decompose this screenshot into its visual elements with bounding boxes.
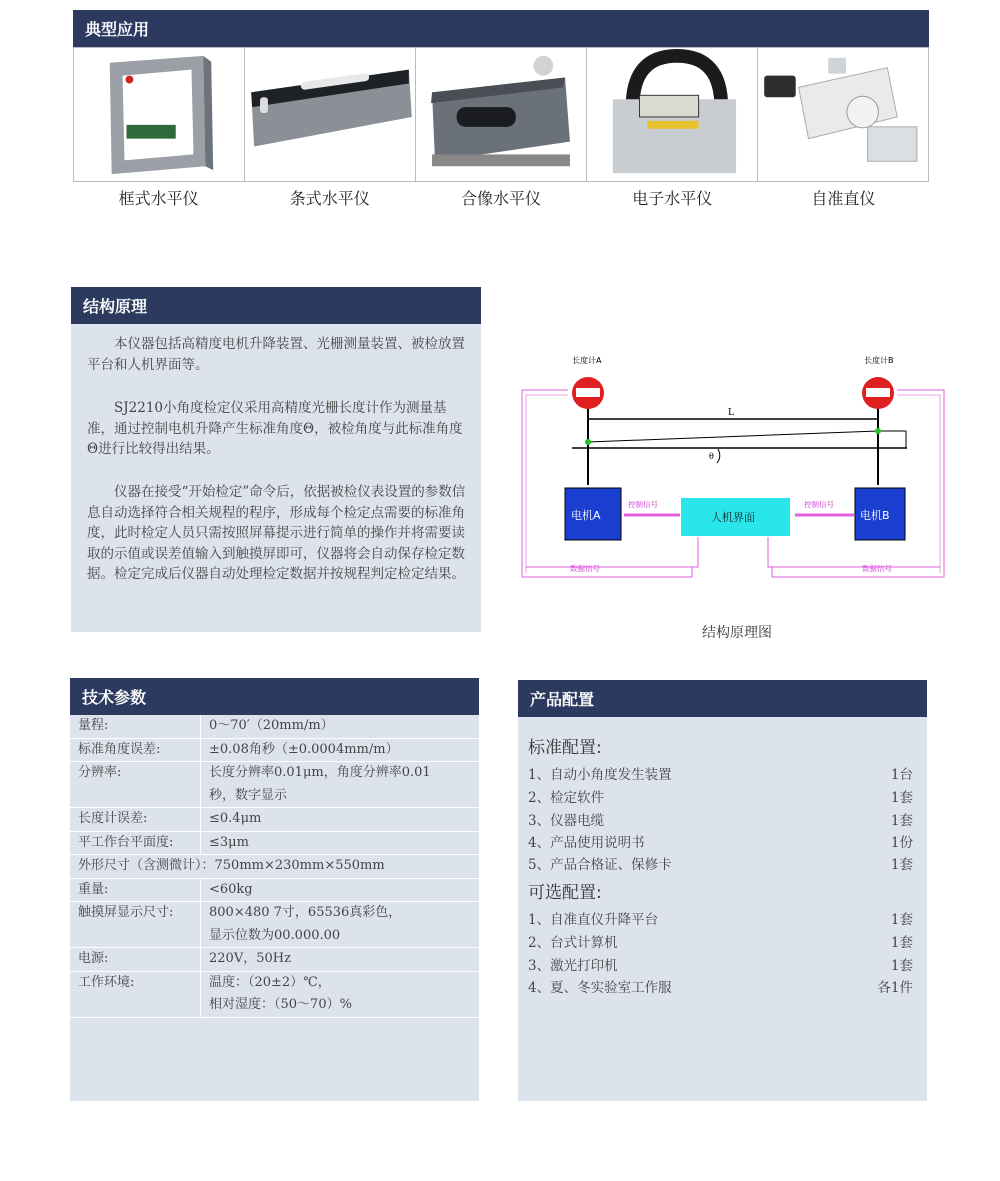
structure-diagram [512,345,952,590]
param-value-line: 800×480 7寸，65536真彩色， [209,905,402,920]
config-item-qty: 1份 [890,835,913,851]
table-row [70,808,479,832]
config-item-qty: 各1件 [877,980,913,996]
config-panel [518,717,927,1101]
param-name: 重量: [70,878,201,902]
electronic-level-icon [587,48,757,181]
param-value: 0～70′（20mm/m） [201,715,480,738]
ctrl-signal-left-label: 控制信号 [628,500,658,509]
principle-paragraph: 本仪器包括高精度电机升降装置、光栅测量装置、被检放置平台和人机界面等。 [87,336,465,373]
app-image-frame-level [74,48,245,181]
table-row [70,902,479,948]
tilted-plate [588,431,878,442]
config-item-qty: 1套 [890,857,913,873]
app-image-bar-level [245,48,416,181]
tech-table [70,715,479,1018]
config-item-name: 3、激光打印机 [528,958,618,974]
list-item [528,976,913,996]
diagram-caption: 结构原理图 [702,625,772,641]
param-full: 外形尺寸（含测微计）：750mm×230mm×550mm [70,855,479,879]
list-item [528,786,913,806]
config-item-qty: 1套 [890,935,913,951]
param-name: 量程: [70,715,201,738]
table-row [70,762,479,808]
section-header-applications [73,10,929,47]
data-line-left [526,537,698,567]
data-signal-right-label: 数据信号 [862,564,892,573]
config-item-name: 4、产品使用说明书 [528,835,645,851]
param-value [201,762,480,808]
data-signal-left-label: 数据信号 [570,564,600,573]
principle-paragraph: 仪器在接受“开始检定”命令后，依据被检仪表设置的参数信息自动选择符合相关规程的程序，形成每个检定点需要的标准角度，此时检定人员只需按照屏幕提示进行简单的操作并将需要读取的示值或误差值输入到触摸屏即可，仪器将会自动保存检定数据。检定完成后仪器自动处理检定数据并按规程判定检定结果。 [87,484,466,582]
config-item-name: 2、检定软件 [528,790,605,806]
standard-config-title: 标准配置: [528,738,602,758]
config-item-name: 1、自动小角度发生装置 [528,767,672,783]
app-label: 自准直仪 [811,189,876,208]
param-name: 分辨率: [70,762,201,808]
param-name: 平工作台平面度: [70,831,201,855]
app-image-electronic-level [587,48,758,181]
data-line-right [768,537,940,567]
table-row [70,971,479,1017]
list-item [528,853,913,873]
param-name: 电源: [70,948,201,972]
principle-paragraph: SJ2210小角度检定仪采用高精度光栅长度计作为测量基准，通过控制电机升降产生标准角度Θ，被检角度与此标准角度Θ进行比较得出结果。 [87,400,463,457]
param-name: 标准角度误差: [70,738,201,762]
length-label: L [728,408,734,418]
plate-end [878,431,906,448]
list-item [528,831,913,851]
param-value: ≤0.4μm [201,808,480,832]
config-item-qty: 1台 [890,767,913,783]
list-item [528,908,913,928]
section-title: 产品配置 [530,690,595,709]
table-row [70,948,479,972]
table-row [70,738,479,762]
param-value-line: 温度：（20±2）℃， [209,974,331,990]
section-title: 典型应用 [85,20,150,39]
app-label: 框式水平仪 [118,189,199,208]
app-label: 电子水平仪 [632,189,713,208]
principle-panel [71,324,481,632]
signal-line-a-inner [526,395,568,573]
param-name: 触摸屏显示尺寸: [70,902,201,948]
param-value-line: 秒，数字显示 [209,787,288,803]
app-label: 条式水平仪 [289,189,370,208]
motor-a-label: 电机A [571,509,601,522]
config-item-qty: 1套 [890,790,913,806]
param-value-line: 长度分辨率0.01μm，角度分辨率0.01 [209,765,431,780]
table-row [70,715,479,738]
config-item-name: 5、产品合格证、保修卡 [528,857,672,873]
angle-arc [717,449,720,463]
config-item-name: 4、夏、冬实验室工作服 [528,980,672,996]
list-item [528,931,913,951]
app-label: 合像水平仪 [461,189,542,208]
table-row [70,831,479,855]
tech-panel [70,715,479,1101]
param-value-line: 相对湿度：（50～70）% [209,997,352,1012]
param-value: ±0.08角秒（±0.0004mm/m） [201,738,480,762]
list-item [528,809,913,829]
section-title: 结构原理 [83,297,148,316]
ctrl-signal-right-label: 控制信号 [804,500,834,509]
section-header-tech [70,678,479,715]
coincidence-level-icon [416,48,586,181]
param-value: ≤3μm [201,831,480,855]
config-item-qty: 1套 [890,813,913,829]
signal-line-a-top [522,390,692,577]
bar-level-icon [245,48,415,181]
gauge-a-label: 长度计A [572,356,602,365]
list-item [528,763,913,783]
config-item-qty: 1套 [890,912,913,928]
motor-b-label: 电机B [860,509,890,522]
param-value [201,971,480,1017]
section-header-principle [71,287,481,324]
pivot-a [585,439,591,445]
config-item-name: 2、台式计算机 [528,935,618,951]
param-name: 工作环境: [70,971,201,1017]
frame-level-icon [74,48,244,181]
pivot-b [875,428,881,434]
param-value: <60kg [201,878,480,902]
param-value: 220V，50Hz [201,948,480,972]
config-item-qty: 1套 [890,958,913,974]
hmi-label: 人机界面 [711,511,755,524]
section-title: 技术参数 [82,688,147,707]
applications-image-row [73,47,929,182]
optional-config-title: 可选配置: [528,883,602,903]
app-image-autocollimator [758,48,928,181]
table-row [70,878,479,902]
applications-label-row [73,186,929,209]
param-name: 长度计误差: [70,808,201,832]
angle-label: θ [709,452,714,461]
param-value-line: 显示位数为00.000.00 [209,927,341,943]
list-item [528,954,913,974]
table-row [70,855,479,879]
signal-line-b-top [772,390,944,577]
app-image-coincidence-level [416,48,587,181]
param-value [201,902,480,948]
gauge-b-label: 长度计B [864,356,894,365]
config-item-name: 3、仪器电缆 [528,813,605,829]
config-item-name: 1、自准直仪升降平台 [528,912,659,928]
signal-line-b-inner [897,395,940,573]
autocollimator-icon [758,48,928,181]
section-header-config [518,680,927,717]
